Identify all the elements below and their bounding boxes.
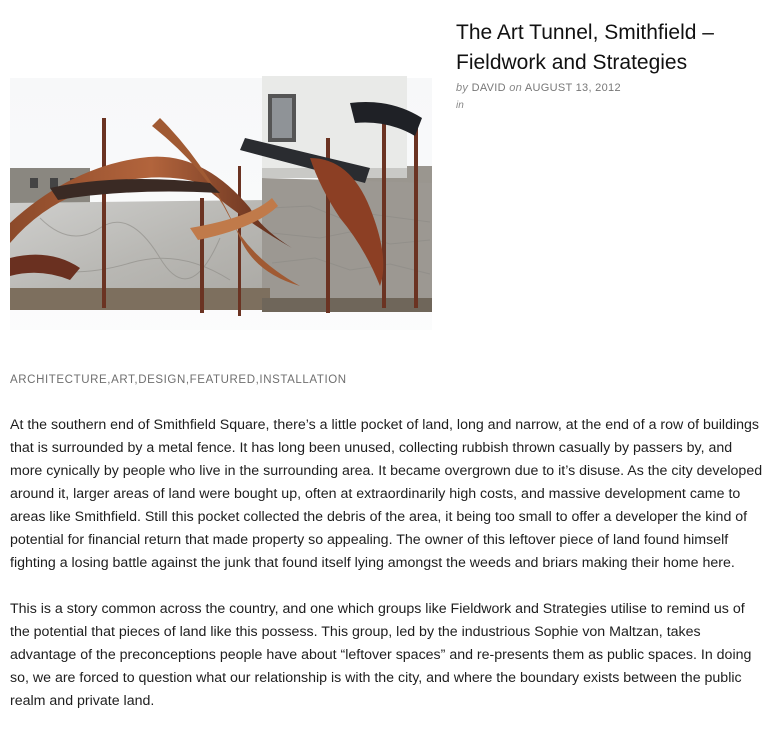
byline-by: by	[456, 82, 469, 94]
body-paragraph: This is a story common across the country, and one which groups like Fieldwork and Strategies utilise to remind us of the potential that pieces of land like this possess. This group, led by the industrious Sophie von Maltzan, takes advantage of the preconceptions people have about “leftover spaces” and re-presents them as public spaces. In doing so, we are forced to question what our relationship is with the city, and where the boundary exists between the public realm and private land.	[10, 601, 752, 709]
category-in-label: in	[456, 100, 464, 111]
body-paragraph: At the southern end of Smithfield Square, there’s a little pocket of land, long and narrow, at the end of a row of buildings that is surrounded by a metal fence. It has long been unused, collecting rubbish thrown casually by passers by, and more cynically by people who live in the surrounding area. It became overgrown due to it’s disuse. As the city developed around it, larger areas of land were bought up, often at extraordinarily high costs, and massive development came to areas like Smithfield. Still this pocket collected the debris of the area, it being too small to offer a developer the kind of potential for financial return that made property so appealing. The owner of this leftover piece of land found himself fighting a losing battle against the junk that found itself lying amongst the weeds and briars making their home here.	[10, 417, 763, 571]
author-link[interactable]: DAVID	[471, 82, 506, 94]
byline-on: on	[509, 82, 523, 94]
post-body	[10, 414, 768, 736]
post-date: AUGUST 13, 2012	[524, 82, 621, 94]
featured-image[interactable]	[10, 18, 432, 330]
post-byline	[456, 82, 621, 94]
category-links[interactable]: ARCHITECTURE,ART,DESIGN,FEATURED,INSTALLATION	[10, 374, 347, 386]
post-title[interactable]: The Art Tunnel, Smithfield – Fieldwork and Strategies	[456, 21, 714, 74]
